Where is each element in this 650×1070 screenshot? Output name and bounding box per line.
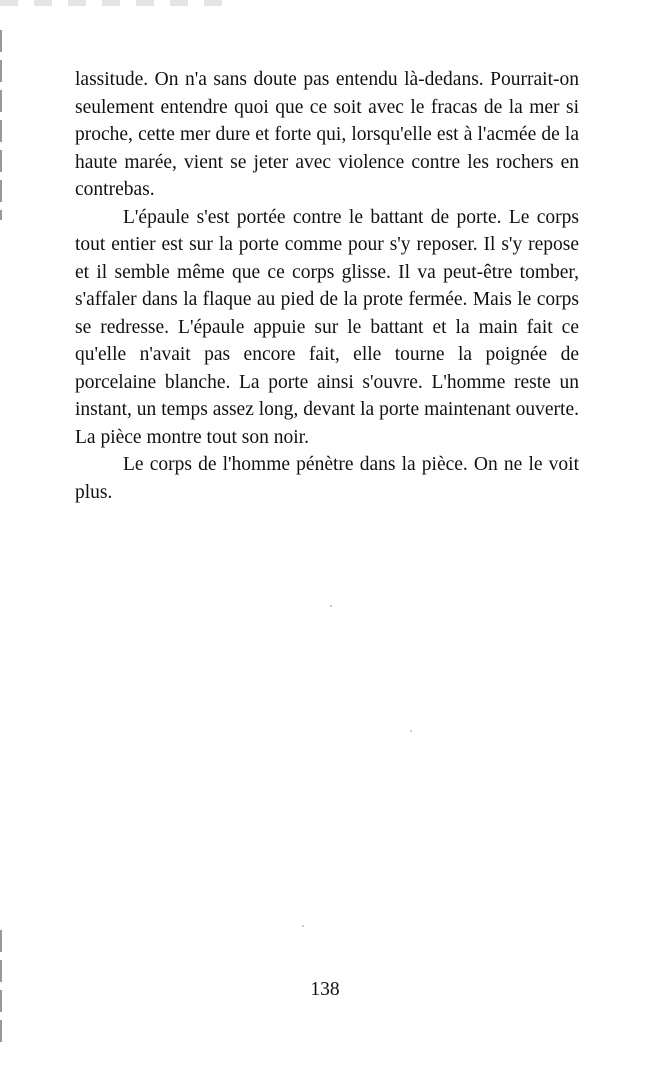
- text-body: [75, 66, 579, 506]
- scan-speck: [330, 605, 332, 607]
- scan-speck: [302, 925, 304, 927]
- scan-speck: [410, 730, 412, 732]
- paragraph-3: Le corps de l'homme pénètre dans la pièce. On ne le voit plus.: [75, 454, 579, 503]
- page-number: 138: [310, 979, 340, 1000]
- paragraph-2: L'épaule s'est portée contre le battant de porte. Le corps tout entier est sur la porte comme pour s'y reposer. Il s'y repose et il semble même que ce corps glisse. Il va peut-être tomber, s'affaler dans la flaque au pied de la prote fermée. Mais le corps se redresse. L'épaule appuie sur le battant et la main fait ce qu'elle n'avait pas encore fait, elle tourne la poignée de porcelaine blanche. La porte ainsi s'ouvre. L'homme reste un instant, un temps assez long, devant la porte maintenant ouverte. La pièce montre tout son noir.: [75, 206, 579, 448]
- paragraph-1: lassitude. On n'a sans doute pas entendu là-dedans. Pourrait-on seulement entendre quoi que ce soit avec le fracas de la mer si proche, cette mer dure et forte qui, lorsqu'elle est à l'acmée de la haute marée, vient se jeter avec violence contre les rochers en contrebas.: [75, 69, 579, 200]
- scan-edge-left-top: [0, 30, 2, 220]
- scan-edge-top: [0, 0, 230, 6]
